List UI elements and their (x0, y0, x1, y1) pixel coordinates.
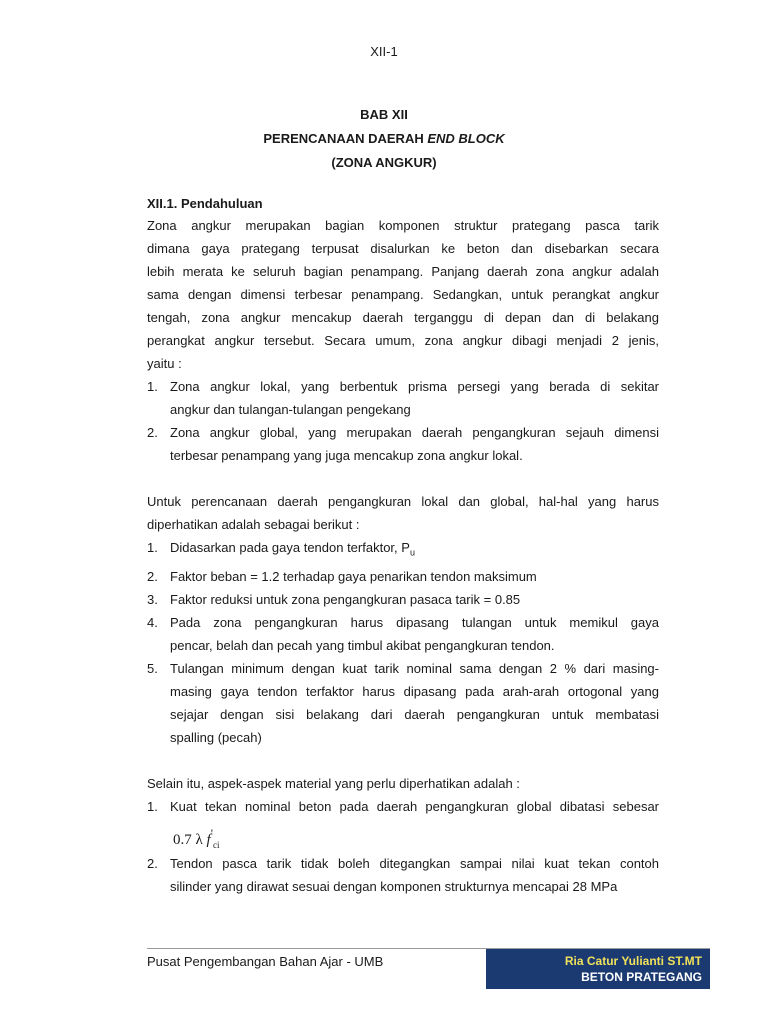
list-number: 1. (147, 379, 158, 394)
list-item (147, 795, 659, 852)
list-line: Faktor reduksi untuk zona pengangkuran pasaca tarik = 0.85 (170, 591, 521, 607)
section-heading: XII.1. Pendahuluan (147, 196, 263, 211)
list-item (147, 375, 659, 421)
footer-publisher: Pusat Pengembangan Bahan Ajar - UMB (147, 954, 384, 969)
design-requirements-list (147, 536, 659, 749)
list-item (147, 852, 659, 898)
intro-line: tengah, zona angkur mencakup daerah terganggu di depan dan di belakang (147, 310, 659, 325)
list-number: 5. (147, 660, 158, 676)
list-number: 2. (147, 855, 158, 871)
intro-line: dimana gaya prategang terpusat disalurkan ke beton dan disebarkan secara (147, 241, 659, 256)
list-item (147, 421, 659, 467)
list-line (170, 536, 659, 565)
list-line: silinder yang dirawat sesuai dengan komponen strukturnya mencapai 28 MPa (170, 878, 618, 894)
list-line: Zona angkur global, yang merupakan daerah pengangkuran sejauh dimensi (170, 425, 659, 440)
list-line-text: Didasarkan pada gaya tendon terfaktor, P (170, 540, 410, 555)
anchor-zone-types-list (147, 375, 659, 467)
footer-author: Ria Catur Yulianti ST.MT (564, 954, 702, 968)
list-line: pencar, belah dan pecah yang timbul akibat pengangkuran tendon. (170, 637, 555, 653)
subscript-u: u (409, 547, 415, 558)
footer-course: BETON PRATEGANG (581, 970, 702, 984)
footer-author-box (486, 949, 710, 989)
chapter-subtitle: (ZONA ANGKUR) (331, 155, 437, 170)
chapter-title (0, 127, 768, 151)
list-item (147, 536, 659, 565)
list-number: 1. (147, 798, 158, 814)
list-line: spalling (pecah) (170, 729, 262, 745)
list-line: Tulangan minimum dengan kuat tarik nominal sama dengan 2 % dari masing- (170, 660, 659, 676)
list-line: Tendon pasca tarik tidak boleh ditegangkan sampai nilai kuat tekan contoh (170, 855, 659, 871)
page-number: XII-1 (370, 44, 398, 59)
list-line: terbesar penampang yang juga mencakup zona angkur lokal. (170, 448, 523, 463)
intro-paragraph (147, 214, 659, 375)
list-item (147, 611, 659, 657)
chapter-title-italic: END BLOCK (427, 131, 505, 146)
content-body (147, 192, 659, 898)
list-item (147, 657, 659, 749)
chapter-number: BAB XII (360, 107, 408, 122)
chapter-heading (0, 103, 768, 175)
list-number: 2. (147, 568, 158, 584)
list-line: Zona angkur lokal, yang berbentuk prisma persegi yang berada di sekitar (170, 379, 659, 394)
list-item (147, 565, 659, 588)
intro-line: lebih merata ke seluruh bagian penampang. Panjang daerah zona angkur adalah (147, 264, 659, 279)
list-line: Pada zona pengangkuran harus dipasang tulangan untuk memikul gaya (170, 614, 659, 630)
list-line: sejajar dengan sisi belakang dari daerah pengangkuran untuk membatasi (170, 706, 659, 722)
design-intro-line: diperhatikan adalah sebagai berikut : (147, 517, 360, 532)
list-number: 1. (147, 540, 158, 555)
list-line: masing gaya tendon terfaktor harus dipasang pada arah-arah ortogonal yang (170, 683, 659, 699)
material-aspects-list (147, 795, 659, 898)
list-number: 2. (147, 425, 158, 440)
design-intro-paragraph (147, 490, 659, 536)
list-line: angkur dan tulangan-tulangan pengekang (170, 402, 411, 417)
intro-line: sama dengan dimensi terbesar penampang. Sedangkan, untuk perangkat angkur (147, 287, 659, 302)
design-intro-line: Untuk perencanaan daerah pengangkuran lokal dan global, hal-hal yang harus (147, 494, 659, 509)
strength-formula: 0.7 λ $f'_{ci}$ (173, 826, 220, 850)
intro-line: perangkat angkur tersebut. Secara umum, zona angkur dibagi menjadi 2 jenis, (147, 333, 659, 348)
intro-line: yaitu : (147, 356, 182, 371)
intro-line: Zona angkur merupakan bagian komponen struktur prategang pasca tarik (147, 218, 659, 233)
list-item (147, 588, 659, 611)
list-line: Faktor beban = 1.2 terhadap gaya penarikan tendon maksimum (170, 568, 537, 584)
list-number: 3. (147, 591, 158, 607)
list-number: 4. (147, 614, 158, 630)
chapter-title-prefix: PERENCANAAN DAERAH (263, 131, 424, 146)
list-line: Kuat tekan nominal beton pada daerah pengangkuran global dibatasi sebesar (170, 798, 659, 814)
material-intro: Selain itu, aspek-aspek material yang perlu diperhatikan adalah : (147, 775, 520, 791)
